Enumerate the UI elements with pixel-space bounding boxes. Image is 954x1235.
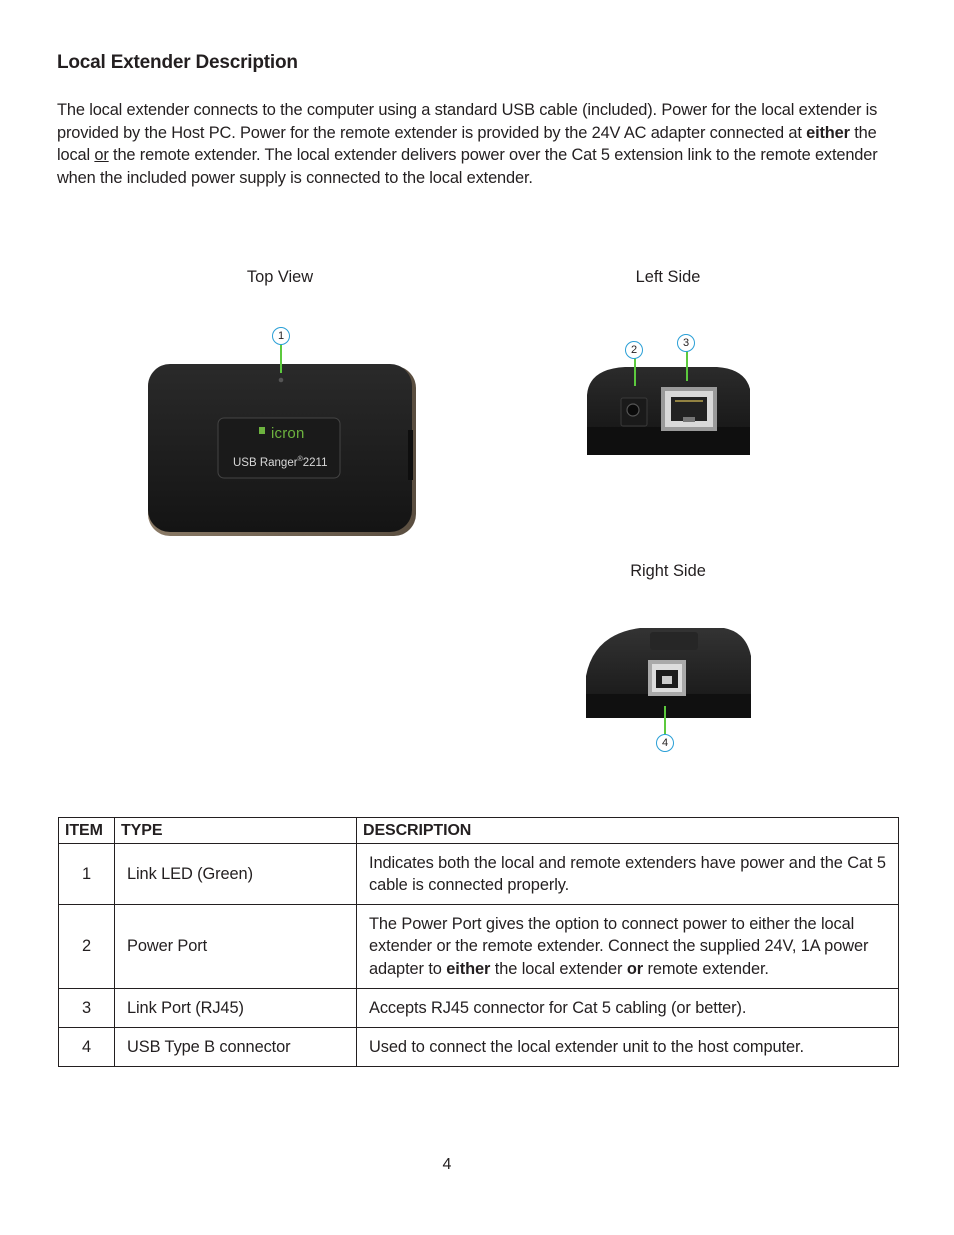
desc-bold-either: either xyxy=(446,959,491,978)
row-item: 4 xyxy=(59,1028,115,1067)
header-item: ITEM xyxy=(59,818,115,844)
device-brand-logo: icron xyxy=(271,425,305,442)
row-description xyxy=(357,905,899,989)
desc-bold-or: or xyxy=(626,959,644,978)
callout-2: 2 xyxy=(625,341,643,359)
table-row xyxy=(59,1028,899,1067)
row-type: Power Port xyxy=(115,905,357,989)
desc-text-2: the local extender xyxy=(490,959,627,978)
table-header-row xyxy=(59,818,899,844)
link-led-icon xyxy=(279,378,284,383)
callout-line-2 xyxy=(634,358,636,386)
row-description: Accepts RJ45 connector for Cat 5 cabling (or better). xyxy=(357,989,899,1028)
right-side-photo xyxy=(584,626,754,720)
callout-line-1 xyxy=(280,345,282,373)
row-type: Link LED (Green) xyxy=(115,844,357,905)
table-row xyxy=(59,905,899,989)
device-model-label xyxy=(233,456,343,469)
page-number: 4 xyxy=(442,1156,452,1173)
intro-text-3: the remote extender. The local extender delivers power over the Cat 5 extension link to the remote extender when the included power supply is connected to the local extender. xyxy=(57,146,878,187)
intro-text-1: The local extender connects to the computer using a standard USB cable (included). Power for the local extender is provided by the Host PC. Power for the remote extender is provided by the 24V AC adapter connected at xyxy=(57,101,878,142)
desc-text-1: The Power Port gives the option to connect power to either the local extender or the remote extender. Connect the supplied 24V, 1A power adapter to xyxy=(369,914,869,978)
row-description: Indicates both the local and remote extenders have power and the Cat 5 cable is connected properly. xyxy=(357,844,899,905)
device-model-reg: ® xyxy=(297,456,303,463)
left-side-label: Left Side xyxy=(635,268,701,286)
table-row xyxy=(59,844,899,905)
intro-bold-either: either xyxy=(806,123,850,142)
header-type: TYPE xyxy=(115,818,357,844)
top-view-label: Top View xyxy=(246,268,314,286)
table-row xyxy=(59,989,899,1028)
section-heading: Local Extender Description xyxy=(57,52,298,73)
callout-4: 4 xyxy=(656,734,674,752)
row-type: Link Port (RJ45) xyxy=(115,989,357,1028)
intro-underline-or: or xyxy=(94,146,109,164)
device-model-number: 2211 xyxy=(302,456,328,469)
row-type: USB Type B connector xyxy=(115,1028,357,1067)
callout-1: 1 xyxy=(272,327,290,345)
intro-paragraph xyxy=(57,99,907,189)
spec-table xyxy=(58,817,899,1067)
power-port-icon xyxy=(627,404,639,416)
top-view-photo xyxy=(145,360,420,545)
desc-text-3: remote extender. xyxy=(643,959,769,978)
callout-line-4 xyxy=(664,706,666,734)
row-item: 1 xyxy=(59,844,115,905)
header-description: DESCRIPTION xyxy=(357,818,899,844)
callout-line-3 xyxy=(686,351,688,381)
right-side-label: Right Side xyxy=(630,562,706,580)
row-item: 2 xyxy=(59,905,115,989)
row-item: 3 xyxy=(59,989,115,1028)
intro-text-2: the local xyxy=(57,123,877,164)
left-side-photo xyxy=(585,365,753,457)
callout-3: 3 xyxy=(677,334,695,352)
device-model-name: USB Ranger xyxy=(233,456,298,469)
row-description: Used to connect the local extender unit to the host computer. xyxy=(357,1028,899,1067)
